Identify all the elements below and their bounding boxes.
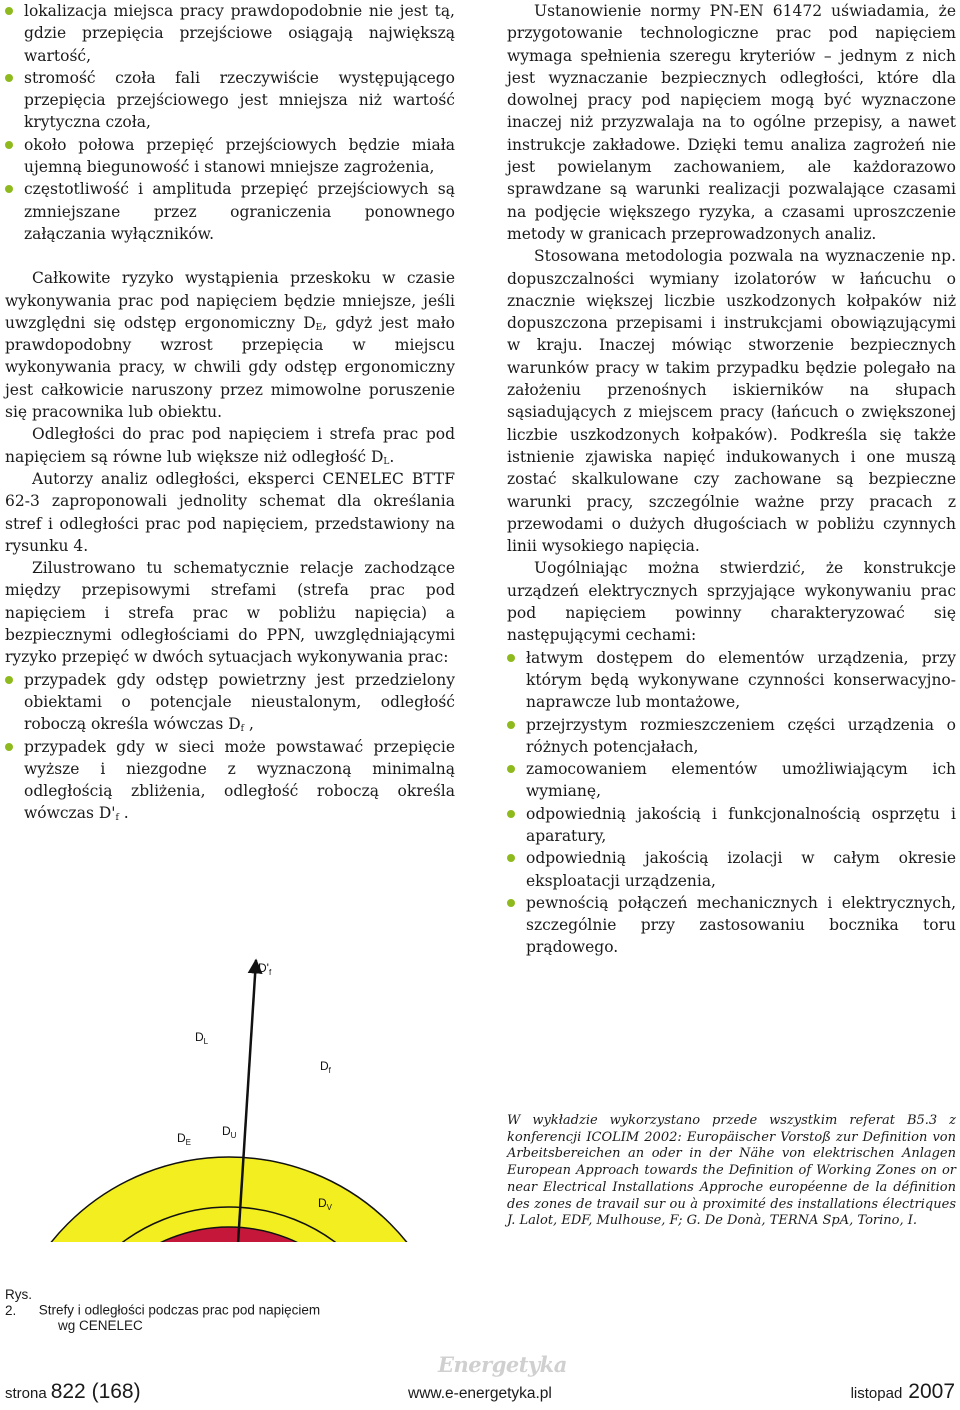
- paragraph-distances: Odległości do prac pod napięciem i strefa prac pod napięciem są równe lub większe niż odległość $D_L$.: [5, 425, 455, 467]
- paragraph-total-risk: Całkowite ryzyko wystąpienia przeskoku w czasie wykonywania prac pod napięciem będzie mniejsze, jeśli uwzględni się odstęp ergonomiczny $D_E$, gdyż jest mało prawdopodobny wzrost przepięcia w miejscu wykonywania pracy, w chwili gdy odstęp ergonomiczny jest całkowicie naruszony przez mimowolne poruszenie się pracownika lub obiektu.: [5, 269, 455, 422]
- label-de: $D_E$: [177, 1131, 192, 1147]
- paragraph-generalization: Uogólniając można stwierdzić, że konstrukcje urządzeń elektrycznych sprzyjające wykonywaniu prac pod napięciem powinny charakteryzować się następującymi cechami:: [507, 559, 956, 645]
- list-item: zamocowaniem elementów umożliwiającym ich wymianę,: [507, 758, 956, 803]
- list-item: częstotliwość i amplituda przepięć przejściowych są zmniejszane przez ograniczenia ponownego załączania wyłączników.: [5, 178, 455, 245]
- figure-caption: [5, 1287, 435, 1334]
- caption-line: wg CENELEC: [58, 1318, 143, 1333]
- list-item: przejrzystym rozmieszczeniem części urządzenia o różnych potencjałach,: [507, 714, 956, 759]
- zones-diagram: [5, 942, 455, 1242]
- reference-note: W wykładzie wykorzystano przede wszystkim referat B5.3 z konferencji ICOLIM 2002: Europäischer Vorstoß zur Definition von Arbeitsbereichen an oder in der Nähe von elektrischen Anlagen European Approach towards the Definition of Working Zones on or near Electrical Installations Approche européenne de la définition des zones de travail sur ou à proximité des installations électriques J. Lalot, EDF, Mulhouse, F; G. De Donà, TERNA SpA, Torino, I.: [507, 1113, 956, 1229]
- label-dl: $D_L$: [195, 1030, 209, 1046]
- paragraph-cenelec-authors: Autorzy analiz odległości, eksperci CENELEC BTTF 62-3 zaproponowali jednolity schemat dla określania stref i odległości prac pod napięciem, przedstawiony na rysunku 4.: [5, 469, 455, 555]
- list-item: odpowiednią jakością i funkcjonalnością osprzętu i aparatury,: [507, 803, 956, 848]
- list-item: łatwym dostępem do elementów urządzenia, przy którym będą wykonywane czynności konserwacyjno-naprawcze lub montażowe,: [507, 647, 956, 714]
- caption-line: Strefy i odległości podczas prac pod napięciem: [38, 1302, 321, 1318]
- issue-date: listopad 2007: [850, 1380, 955, 1403]
- paragraph-methodology: Stosowana metodologia pozwala na wyznaczenie np. dopuszczalności wymiany izolatorów w łańcuchu o znacznie większej liczbie uszkodzonych kołpaków niż dopuszczona przepisami i instrukcjami obowiązującymi w kraju. Inaczej mówiąc stworzenie bezpiecznych warunków pracy w takim przypadku będzie polegało na założeniu przenośnych iskierników na słupach sąsiadujących z miejscem pracy (łańcuch o zwiększonej liczbie uszkodzonych kołpaków). Podkreśla się także istnienie zjawiska napięć indukowanych i one muszą zostać skalkulowane czy zachowane są bezpieczne warunki pracy, szczególnie ważne przy pracach z przewodami o dużych długościach w pobliżu czynnych linii wysokiego napięcia.: [507, 247, 956, 556]
- list-item: stromość czoła fali rzeczywiście występującego przepięcia przejściowego jest mniejsza niż wartość krytyczna czoła,: [5, 67, 455, 134]
- paragraph-zones-relations: Zilustrowano tu schematycznie relacje zachodzące między przepisowymi strefami (strefa prac pod napięciem i strefa prac w pobliżu napięcia) a bezpiecznymi odległościami do PPN, uwzględniającymi ryzyko przepięć w dwóch sytuacjach wykonywania prac:: [5, 559, 455, 667]
- design-features-list: [507, 647, 956, 959]
- energetyka-logo: Energetyka: [438, 1352, 567, 1377]
- list-item: pewnością połączeń mechanicznych i elektrycznych, szczególnie przy zastosowaniu bocznika toru prądowego.: [507, 892, 956, 959]
- label-dv: $D_V$: [318, 1196, 333, 1212]
- right-column: [507, 0, 956, 959]
- label-df-prime: $D'_f$: [258, 961, 272, 977]
- work-cases-list: [5, 669, 455, 825]
- website-link[interactable]: www.e-energetyka.pl: [408, 1385, 552, 1402]
- list-item: przypadek gdy w sieci może powstawać przepięcie wyższe i niezgodne z wyznaczoną minimalną odległością zbliżenia, odległość roboczą określa wówczas $D'_f$ .: [5, 736, 455, 825]
- page-number: strona 822 (168): [5, 1380, 141, 1403]
- list-item: około połowa przepięć przejściowych będzie miała ujemną biegunowość i stanowi mniejsze zagrożenia,: [5, 134, 455, 179]
- hazard-factors-list: [5, 0, 455, 245]
- list-item: lokalizacja miejsca pracy prawdopodobnie nie jest tą, gdzie przepięcia przejściowe osiągają największą wartość,: [5, 0, 455, 67]
- list-item: przypadek gdy odstęp powietrzny jest przedzielony obiektami o potencjale nieustalonym, odległość roboczą określa wówczas $D_f$ ,: [5, 669, 455, 736]
- caption-number: Rys. 2.: [5, 1287, 32, 1318]
- label-df: $D_f$: [320, 1059, 331, 1075]
- label-du: $D_U$: [222, 1124, 237, 1140]
- list-item: odpowiednią jakością izolacji w całym okresie eksploatacji urządzenia,: [507, 847, 956, 892]
- left-column: [5, 0, 455, 825]
- paragraph-standard: Ustanowienie normy PN-EN 61472 uświadamia, że przygotowanie technologiczne prac pod napięciem wymaga spełnienia szeregu kryteriów – jednym z nich jest wyznaczanie bezpiecznych odległości, które dla dowolnej pracy pod napięciem mogą być wyznaczone inaczej niż przyzwalaja na to ogólne przepisy, a nawet instrukcje zakładowe. Dzięki temu analiza zagrożeń nie jest powielanym zachowaniem, ale każdorazowo sprawdzane są warunki realizacji pozwalające czasami na podjęcie większego ryzyka, a czasami uproszczenie metody w granicach przeprowadzonych analiz.: [507, 2, 956, 243]
- zones-diagram-svg: [5, 942, 455, 1242]
